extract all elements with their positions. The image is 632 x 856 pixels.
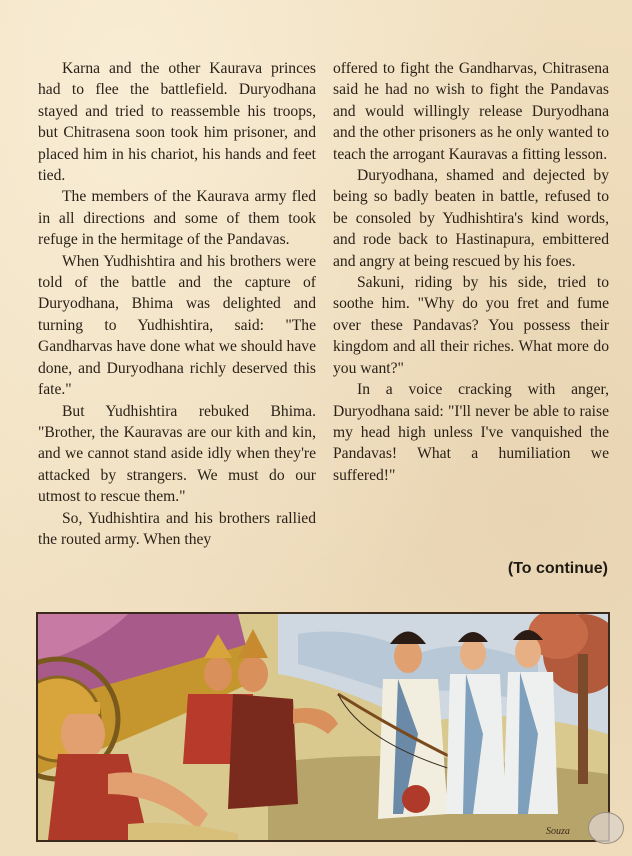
paragraph: offered to fight the Gandharvas, Chitrasena said he had no wish to fight the Pandavas and would willingly release Duryodhana and the other prisoners as he only wanted to teach the arrogant Kauravas a fitting lesson. (333, 60, 609, 163)
paragraph: Karna and the other Kaurava princes had to flee the battlefield. Duryodhana stayed and tried to reassemble his troops, but Chitrasena soon took him prisoner, and placed him in his chariot, his hands and feet tied. (38, 60, 316, 185)
paragraph: The members of the Kaurava army fled in all directions and some of them took refuge in the hermitage of the Pandavas. (38, 188, 316, 249)
paragraph: In a voice cracking with anger, Duryodhana said: "I'll never be able to raise my head high unless I've vanquished the Pandavas! What a humiliation we suffered!" (333, 381, 609, 484)
continue-label: (To continue) (507, 560, 608, 577)
left-text-column (38, 58, 316, 550)
paragraph: Sakuni, riding by his side, tried to soothe him. "Why do you fret and fume over these Pandavas? You possess their kingdom and all their riches. What more do you want?" (333, 274, 609, 377)
paragraph: When Yudhishtira and his brothers were told of the battle and the capture of Duryodhana, Bhima was delighted and turning to Yudhishtira, said: "The Gandharvas have done what we should have done, and Duryodhana richly deserved this fate." (38, 252, 316, 399)
comic-illustration (36, 612, 610, 842)
paragraph: So, Yudhishtira and his brothers rallied the routed army. When they (38, 509, 316, 548)
watermark-logo (588, 812, 624, 844)
right-text-column (333, 58, 609, 486)
paragraph: Duryodhana, shamed and dejected by being so badly beaten in battle, refused to be consoled by Yudhishtira's kind words, and rode back to Hastinapura, embittered and angry at being rescued by his foes. (333, 167, 609, 270)
paragraph: But Yudhishtira rebuked Bhima. "Brother, the Kauravas are our kith and kin, and we cannot stand aside idly when they're attacked by strangers. We must do our utmost to rescue them." (38, 402, 316, 506)
artist-signature: Souza (546, 826, 570, 837)
